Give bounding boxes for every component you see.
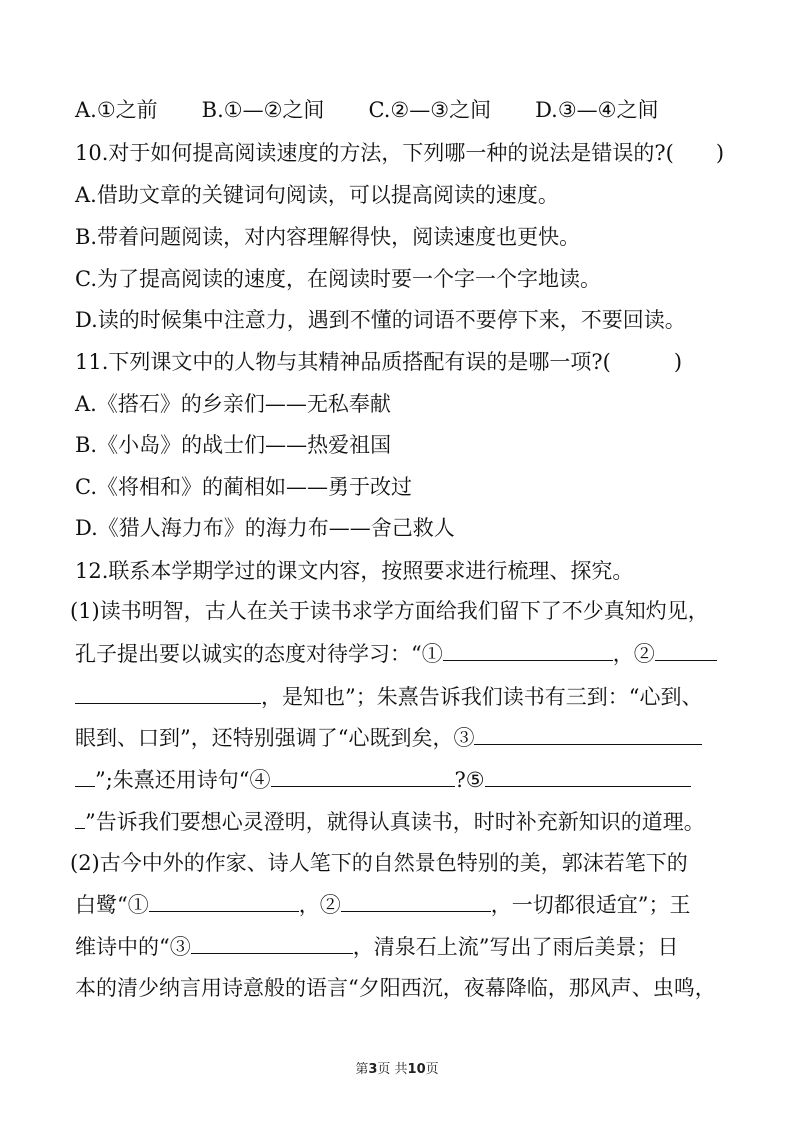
q11-stem: 11.下列课文中的人物与其精神品质搭配有误的是哪一项?( ) — [75, 350, 683, 374]
q12-part2-text: ，一切都很适宜”；王 — [490, 893, 691, 917]
q12-part1-line5 — [75, 764, 755, 795]
answer-blank-wangwei[interactable] — [191, 931, 353, 954]
answer-blank-5a[interactable] — [485, 764, 691, 787]
q10-option-b[interactable]: B.带着问题阅读，对内容理解得快，阅读速度也更快。 — [75, 225, 581, 249]
page-footer — [0, 1058, 794, 1077]
q12-part1-line3 — [75, 681, 755, 712]
answer-blank-3b[interactable] — [75, 764, 95, 787]
q9-option-a[interactable]: A.①之前 — [75, 98, 158, 122]
footer-text: 页 共 — [377, 1062, 408, 1077]
q9-option-d[interactable]: D.③—④之间 — [535, 98, 659, 122]
q12-part1-text: ，② — [612, 642, 655, 666]
q12-part2-text: 维诗中的“③ — [75, 935, 191, 959]
footer-text: 第 — [355, 1062, 369, 1077]
q10-stem: 10.对于如何提高阅读速度的方法，下列哪一种的说法是错误的?( ) — [75, 141, 725, 165]
q12-part1-text: ，是知也”；朱熹告诉我们读书有三到：“心到、 — [261, 685, 703, 709]
answer-blank-5b[interactable] — [75, 806, 85, 829]
answer-blank-2a[interactable] — [655, 638, 717, 661]
q12-part1-line1: (1)读书明智，古人在关于读书求学方面给我们留下了不少真知灼见， — [70, 599, 709, 623]
q12-part1-text: 眼到、口到”，还特别强调了“心既到矣，③ — [75, 726, 475, 750]
q11-option-b[interactable]: B.《小岛》的战士们——热爱祖国 — [75, 433, 392, 457]
q9-option-b[interactable]: B.①—②之间 — [201, 98, 325, 122]
q12-part1-text: 孔子提出要以诚实的态度对待学习：“① — [75, 642, 443, 666]
answer-blank-2b[interactable] — [75, 681, 261, 704]
q11-option-a[interactable]: A.《搭石》的乡亲们——无私奉献 — [75, 392, 391, 416]
q12-part2-text: ，清泉石上流”写出了雨后美景；日 — [352, 935, 679, 959]
q12-part2-text: ，② — [298, 893, 341, 917]
q11-option-d[interactable]: D.《猎人海力布》的海力布——舍己救人 — [75, 516, 455, 540]
q12-part2-line4: 本的清少纳言用诗意般的语言“夕阳西沉，夜幕降临，那风声、虫鸣， — [75, 976, 716, 1000]
q12-stem: 12.联系本学期学过的课文内容，按照要求进行梳理、探究。 — [75, 559, 634, 583]
q9-option-c[interactable]: C.②—③之间 — [368, 98, 492, 122]
footer-text: 页 — [425, 1062, 439, 1077]
q12-part1-text: ”;朱熹还用诗句“④ — [95, 768, 271, 792]
answer-blank-1[interactable] — [443, 638, 613, 661]
q12-part1-line2 — [75, 638, 755, 669]
footer-page-number: 3 — [368, 1062, 378, 1077]
q11-option-c[interactable]: C.《将相和》的蔺相如——勇于改过 — [75, 475, 412, 499]
answer-blank-egret-2[interactable] — [341, 889, 491, 912]
q12-part2-text: 白鹭“① — [75, 893, 149, 917]
q12-part1-text: ”告诉我们要想心灵澄明，就得认真读书，时时补充新知识的道理。 — [85, 810, 705, 834]
footer-total-pages: 10 — [407, 1062, 426, 1077]
q12-part2-line2 — [75, 889, 755, 920]
q10-option-a[interactable]: A.借助文章的关键词句阅读，可以提高阅读的速度。 — [75, 183, 559, 207]
q12-part2-line3 — [75, 931, 755, 962]
answer-blank-4[interactable] — [271, 764, 455, 787]
q9-options — [75, 95, 755, 125]
answer-blank-3a[interactable] — [474, 722, 702, 745]
q12-part1-line6 — [75, 806, 755, 837]
answer-blank-egret-1[interactable] — [149, 889, 299, 912]
q12-part2-line1: (2)古今中外的作家、诗人笔下的自然景色特别的美，郭沫若笔下的 — [70, 851, 688, 875]
q12-part1-line4 — [75, 722, 755, 753]
q10-option-d[interactable]: D.读的时候集中注意力，遇到不懂的词语不要停下来，不要回读。 — [75, 308, 686, 332]
q12-part1-text: ?⑤ — [454, 768, 485, 792]
q10-option-c[interactable]: C.为了提高阅读的速度，在阅读时要一个字一个字地读。 — [75, 267, 601, 291]
